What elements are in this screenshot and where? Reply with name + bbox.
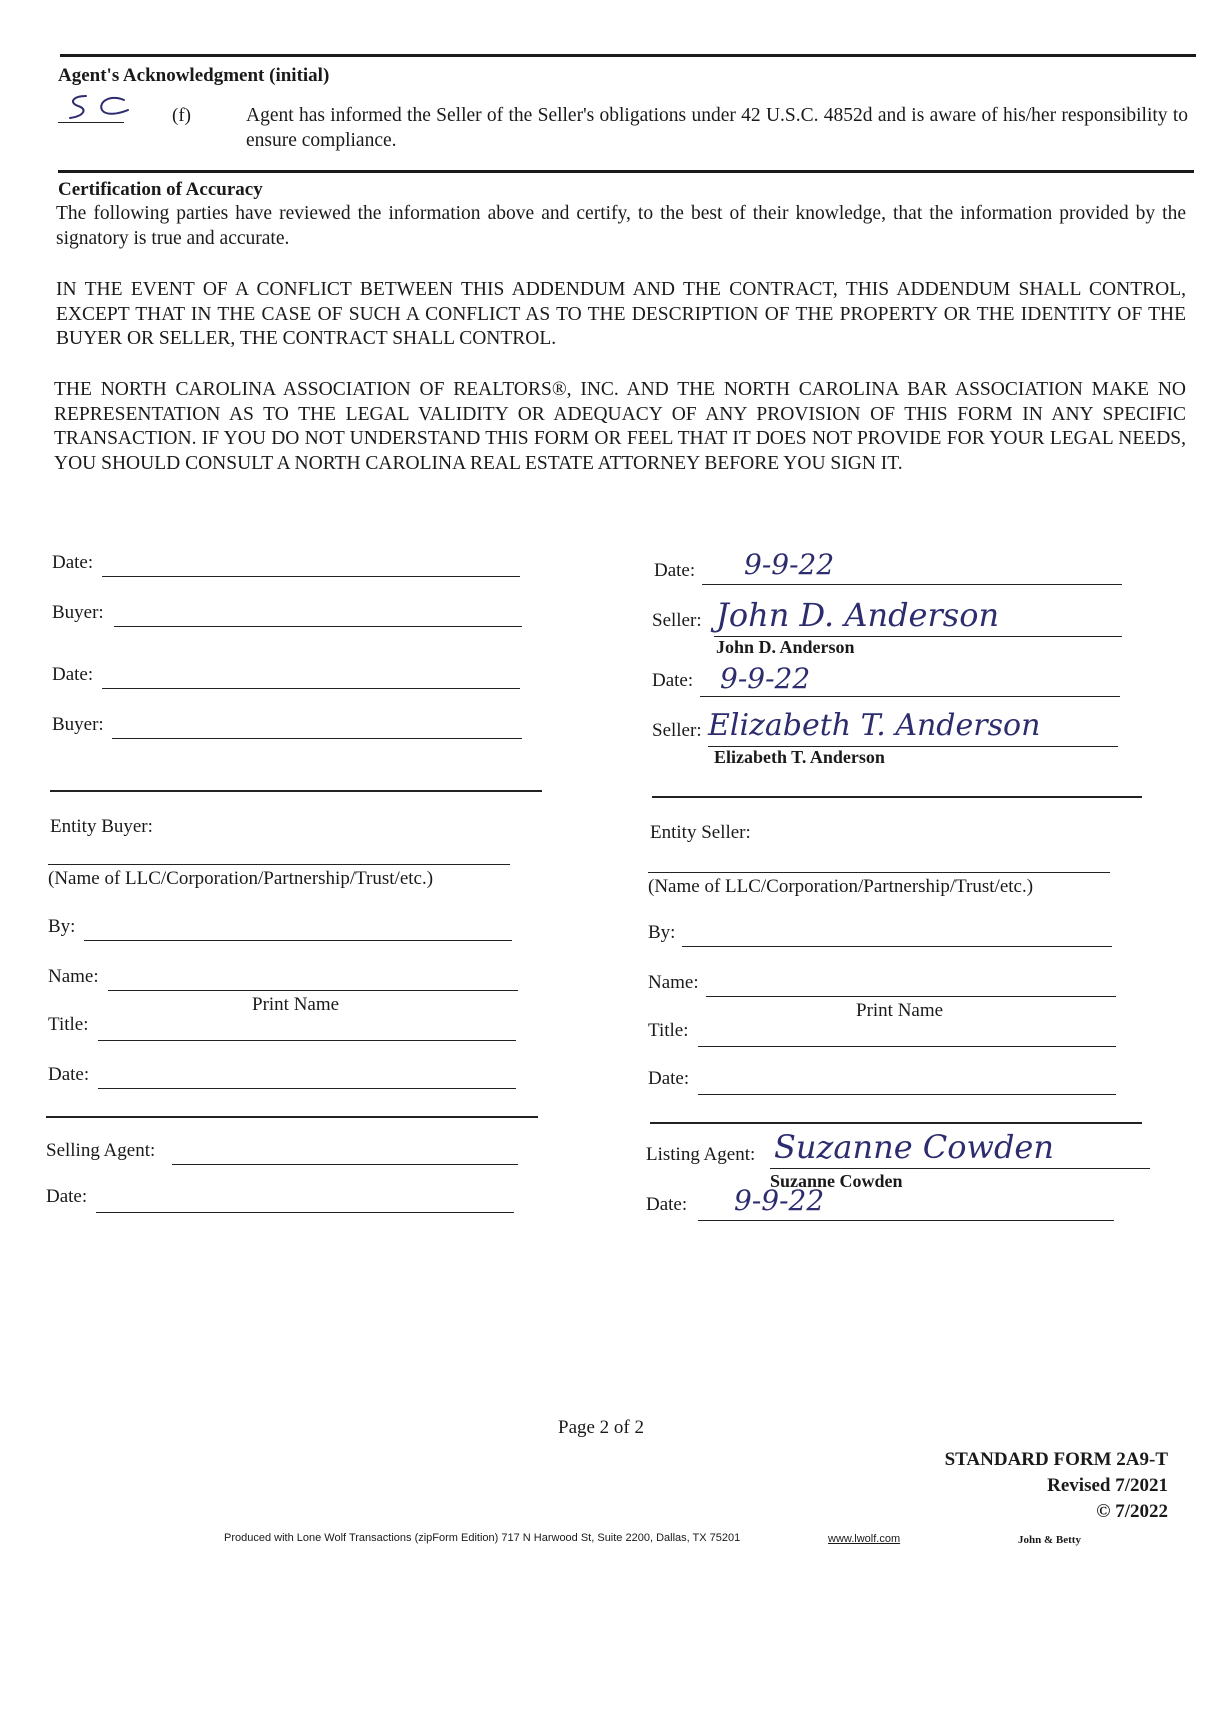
seller-by-label: By: — [648, 922, 676, 943]
seller1-date-label: Date: — [654, 560, 696, 581]
selling-agent-label: Selling Agent: — [46, 1140, 156, 1161]
certification-text: The following parties have reviewed the information above and certify, to the best of their knowledge, that the information provided by the signatory is true and accurate. — [56, 203, 1186, 249]
entity-buyer-name-field[interactable] — [48, 864, 510, 865]
disclaimer-paragraph: THE NORTH CAROLINA ASSOCIATION OF REALTORS®, INC. AND THE NORTH CAROLINA BAR ASSOCIATION MAKE NO REPRESENTATION AS TO THE LEGAL VALIDITY OR ADEQUACY OF ANY PROVISION OF THIS FORM IN ANY SPECIFIC TRANSACTION. IF YOU DO NOT UNDERSTAND THIS FORM OR FEEL THAT IT DOES NOT PROVIDE FOR YOUR LEGAL NEEDS, YOU SHOULD CONSULT A NORTH CAROLINA REAL ESTATE ATTORNEY BEFORE YOU SIGN IT. — [54, 379, 1186, 474]
selling-agent-date-field[interactable] — [96, 1212, 514, 1213]
ack-item-text: Agent has informed the Seller of the Seller's obligations under 42 U.S.C. 4852d and is aware of his/her responsibility to ensure compliance. — [246, 105, 1188, 151]
buyer-by-label: By: — [48, 916, 76, 937]
listing-agent-date-label: Date: — [646, 1194, 688, 1215]
ack-item-letter: (f) — [172, 105, 191, 126]
buyer-title-field[interactable] — [98, 1040, 516, 1041]
form-name: STANDARD FORM 2A9-T — [944, 1449, 1168, 1470]
selling-agent-signature-field[interactable] — [172, 1164, 518, 1165]
buyer1-date-field[interactable] — [102, 576, 520, 577]
seller-entity-date-label: Date: — [648, 1068, 690, 1089]
buyer2-signature-field[interactable] — [112, 738, 522, 739]
top-rule — [60, 54, 1196, 57]
seller1-date-field[interactable] — [702, 584, 1122, 585]
seller-title-field[interactable] — [698, 1046, 1116, 1047]
buyer-separator-line — [50, 790, 542, 792]
buyer-entity-date-field[interactable] — [98, 1088, 516, 1089]
seller1-label: Seller: — [652, 610, 702, 631]
agent-ack-heading: Agent's Acknowledgment (initial) — [58, 65, 330, 86]
entity-seller-caption: (Name of LLC/Corporation/Partnership/Trust/etc.) — [648, 876, 1034, 897]
buyer2-date-label: Date: — [52, 664, 94, 685]
selling-agent-date-label: Date: — [46, 1186, 88, 1207]
agent-initials-line — [58, 122, 124, 123]
buyer-entity-date-label: Date: — [48, 1064, 90, 1085]
seller1-printed-name: John D. Anderson — [716, 637, 855, 657]
listing-agent-date-handwritten: 9-9-22 — [734, 1184, 825, 1217]
seller1-signature: John D. Anderson — [716, 596, 1000, 634]
agent-initials-signature — [64, 92, 134, 122]
seller-title-label: Title: — [648, 1020, 689, 1041]
seller-separator-line — [652, 796, 1142, 798]
listing-agent-signature: Suzanne Cowden — [774, 1128, 1054, 1166]
entity-seller-name-field[interactable] — [648, 872, 1110, 873]
buyer2-label: Buyer: — [52, 714, 104, 735]
buyer1-signature-field[interactable] — [114, 626, 522, 627]
seller2-date-field[interactable] — [700, 696, 1120, 697]
entity-seller-label: Entity Seller: — [650, 822, 751, 843]
certification-heading: Certification of Accuracy — [58, 179, 263, 200]
buyer-print-name-caption: Print Name — [252, 994, 340, 1015]
conflict-paragraph: IN THE EVENT OF A CONFLICT BETWEEN THIS ADDENDUM AND THE CONTRACT, THIS ADDENDUM SHALL CONTROL, EXCEPT THAT IN THE CASE OF SUCH A CONFLICT AS TO THE DESCRIPTION OF THE PROPERTY OR THE IDENTITY OF THE BUYER OR SELLER, THE CONTRACT SHALL CONTROL. — [56, 279, 1186, 349]
lwolf-link[interactable]: www.lwolf.com — [828, 1533, 901, 1545]
seller-name-label: Name: — [648, 972, 699, 993]
entity-buyer-caption: (Name of LLC/Corporation/Partnership/Trust/etc.) — [48, 868, 434, 889]
entity-buyer-label: Entity Buyer: — [50, 816, 153, 837]
buyer2-date-field[interactable] — [102, 688, 520, 689]
seller-by-field[interactable] — [682, 946, 1112, 947]
seller2-date-label: Date: — [652, 670, 694, 691]
listing-agent-label: Listing Agent: — [646, 1144, 756, 1165]
seller2-signature: Elizabeth T. Anderson — [708, 708, 1041, 743]
seller-name-field[interactable] — [706, 996, 1116, 997]
seller2-date-handwritten: 9-9-22 — [720, 662, 811, 695]
listing-agent-printed-name: Suzanne Cowden — [770, 1171, 903, 1191]
listing-agent-date-field[interactable] — [698, 1220, 1114, 1221]
buyer1-label: Buyer: — [52, 602, 104, 623]
seller2-label: Seller: — [652, 720, 702, 741]
form-revised: Revised 7/2021 — [1047, 1475, 1168, 1496]
page-number: Page 2 of 2 — [558, 1417, 645, 1438]
seller-print-name-caption: Print Name — [856, 1000, 944, 1021]
buyer-title-label: Title: — [48, 1014, 89, 1035]
listing-agent-signature-field[interactable] — [770, 1168, 1150, 1169]
file-name: John & Betty — [1018, 1534, 1081, 1546]
buyer1-date-label: Date: — [52, 552, 94, 573]
produced-with-text: Produced with Lone Wolf Transactions (zipForm Edition) 717 N Harwood St, Suite 2200, Dallas, TX 75201 — [224, 1532, 741, 1544]
seller-agent-separator — [650, 1122, 1142, 1124]
seller1-date-handwritten: 9-9-22 — [744, 548, 835, 581]
form-copyright: © 7/2022 — [1096, 1501, 1168, 1522]
seller2-printed-name: Elizabeth T. Anderson — [714, 747, 885, 767]
seller-entity-date-field[interactable] — [698, 1094, 1116, 1095]
buyer-by-field[interactable] — [84, 940, 512, 941]
buyer-name-label: Name: — [48, 966, 99, 987]
mid-rule — [58, 170, 1194, 173]
buyer-name-field[interactable] — [108, 990, 518, 991]
buyer-agent-separator — [46, 1116, 538, 1118]
